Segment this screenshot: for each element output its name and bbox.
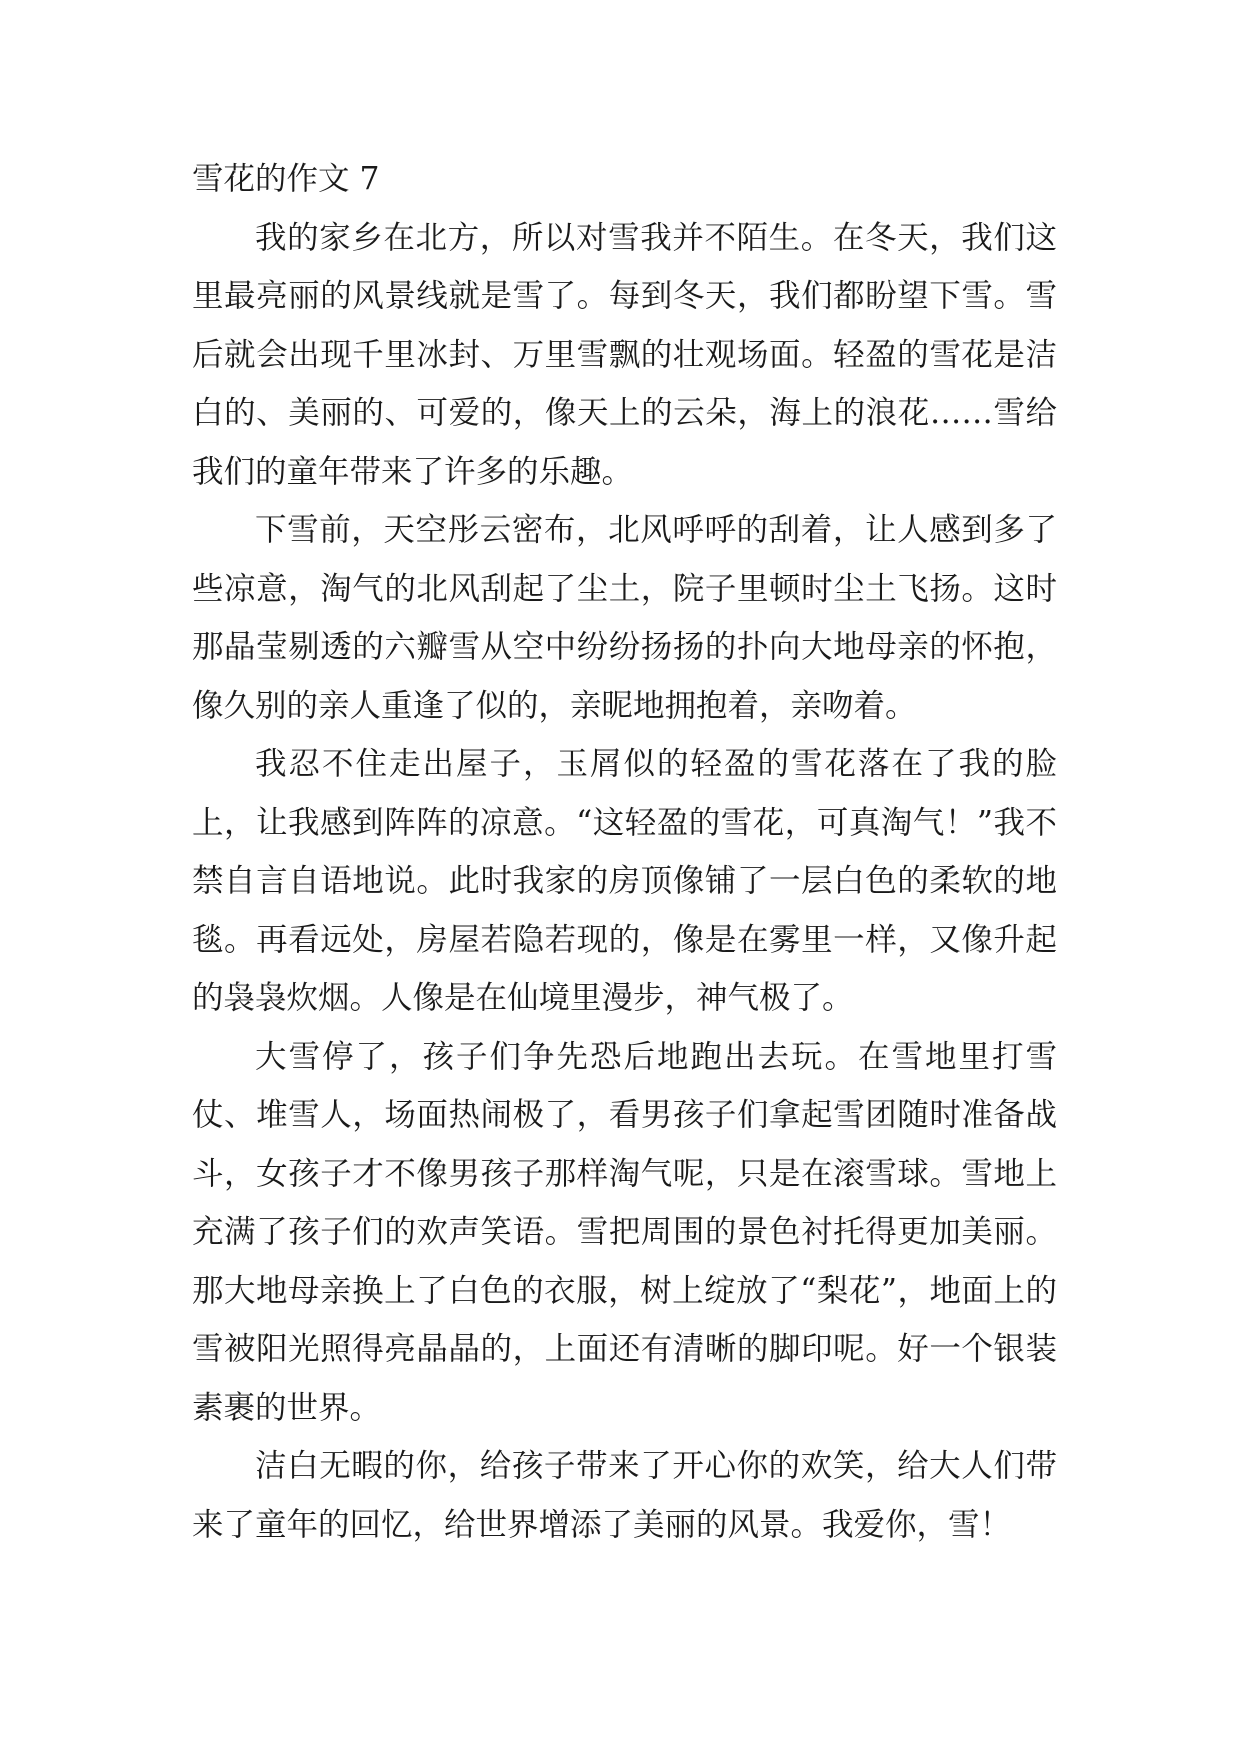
paragraph-5: 洁白无暇的你，给孩子带来了开心你的欢笑，给大人们带来了童年的回忆，给世界增添了美丽的风景。我爱你，雪！ bbox=[192, 1448, 1057, 1543]
paragraph-1: 我的家乡在北方，所以对雪我并不陌生。在冬天，我们这里最亮丽的风景线就是雪了。每到冬天，我们都盼望下雪。雪后就会出现千里冰封、万里雪飘的壮观场面。轻盈的雪花是洁白的、美丽的、可爱的，像天上的云朵，海上的浪花……雪给我们的童年带来了许多的乐趣。 bbox=[192, 219, 1057, 490]
document-title: 雪花的作文 7 bbox=[192, 161, 380, 197]
paragraph-4: 大雪停了，孩子们争先恐后地跑出去玩。在雪地里打雪仗、堆雪人，场面热闹极了，看男孩子们拿起雪团随时准备战斗，女孩子才不像男孩子那样淘气呢，只是在滚雪球。雪地上充满了孩子们的欢声笑语。雪把周围的景色衬托得更加美丽。那大地母亲换上了白色的衣服，树上绽放了“梨花”，地面上的雪被阳光照得亮晶晶的，上面还有清晰的脚印呢。好一个银装素裹的世界。 bbox=[192, 1038, 1057, 1426]
paragraph-3: 我忍不住走出屋子，玉屑似的轻盈的雪花落在了我的脸上，让我感到阵阵的凉意。“这轻盈的雪花，可真淘气！”我不禁自言自语地说。此时我家的房顶像铺了一层白色的柔软的地毯。再看远处，房屋若隐若现的，像是在雾里一样，又像升起的袅袅炊烟。人像是在仙境里漫步，神气极了。 bbox=[192, 746, 1057, 1016]
document-body bbox=[192, 150, 1057, 1554]
paragraph-2: 下雪前，天空彤云密布，北风呼呼的刮着，让人感到多了些凉意，淘气的北风刮起了尘土，院子里顿时尘土飞扬。这时那晶莹剔透的六瓣雪从空中纷纷扬扬的扑向大地母亲的怀抱，像久别的亲人重逢了似的，亲昵地拥抱着，亲吻着。 bbox=[192, 512, 1057, 724]
